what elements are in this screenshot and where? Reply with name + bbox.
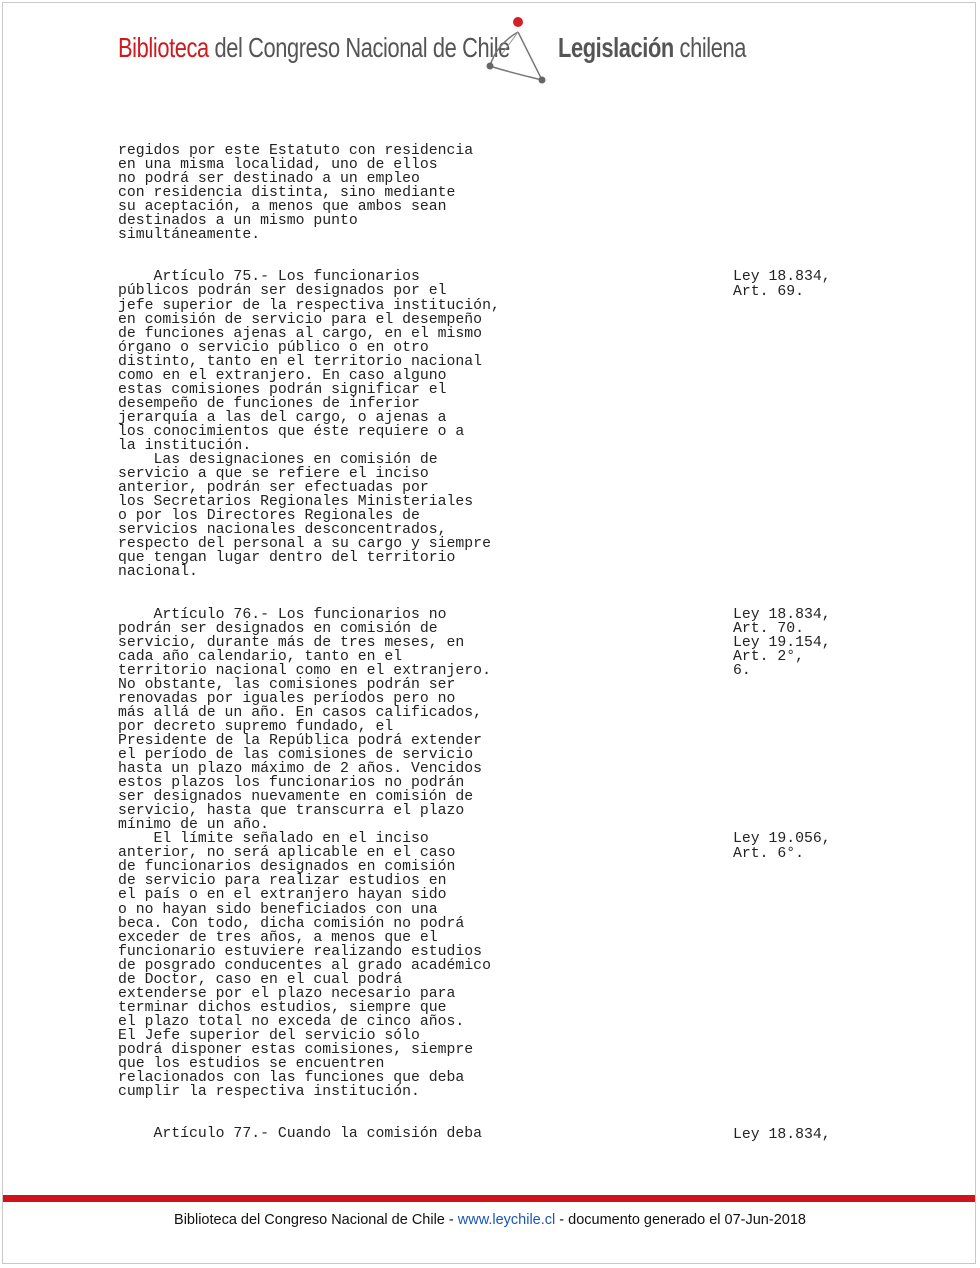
- text-line: nacional.: [118, 564, 198, 581]
- text-line: por decreto supremo fundado, el: [118, 718, 394, 735]
- text-line: más allá de un año. En casos calificados,: [118, 704, 483, 721]
- text-line: jerarquía a las del cargo, o ajenas a: [118, 409, 447, 426]
- text-line: en comisión de servicio para el desempeño: [118, 311, 483, 328]
- page-footer: [0, 1212, 980, 1228]
- text-line: podrá disponer estas comisiones, siempre: [118, 1042, 474, 1058]
- text-line: anterior, podrán ser efectuadas por: [118, 480, 429, 497]
- margin-reference: Art. 69.: [733, 283, 805, 300]
- margin-reference: Art. 6°.: [733, 845, 805, 862]
- margin-reference: Ley 19.056,: [733, 831, 831, 848]
- text-line: el plazo total no exceda de cinco años.: [118, 1013, 465, 1030]
- text-line: Las designaciones en comisión de: [118, 452, 438, 469]
- text-line: de Doctor, caso en el cual podrá: [118, 971, 403, 988]
- text-line: de servicio para realizar estudios en: [118, 873, 447, 890]
- text-line: anterior, no será aplicable en el caso: [118, 845, 456, 862]
- text-line: [118, 1113, 500, 1127]
- text-line: que tengan lugar dentro del territorio: [118, 550, 456, 567]
- brand-congreso: del Congreso Nacional de Chile: [208, 32, 510, 63]
- text-line: [118, 256, 500, 270]
- text-line: ser designados nuevamente en comisión de: [118, 789, 474, 806]
- text-line: [118, 242, 500, 256]
- text-line: jefe superior de la respectiva institución,: [118, 297, 500, 314]
- text-line: cumplir la respectiva institución.: [118, 1084, 420, 1101]
- footer-suffix: - documento generado el 07-Jun-2018: [555, 1212, 806, 1228]
- text-line: el período de las comisiones de servicio: [118, 747, 474, 764]
- footer-prefix: Biblioteca del Congreso Nacional de Chile -: [174, 1212, 458, 1228]
- text-line: como en el extranjero. En caso alguno: [118, 367, 447, 384]
- text-line: simultáneamente.: [118, 227, 261, 244]
- text-line: regidos por este Estatuto con residencia: [118, 143, 474, 159]
- text-line: relacionados con las funciones que deba: [118, 1070, 465, 1087]
- text-line: mínimo de un año.: [118, 817, 269, 834]
- text-line: de funciones ajenas al cargo, en el mismo: [118, 325, 483, 342]
- bcn-brand-name: [118, 32, 510, 64]
- text-line: servicios nacionales desconcentrados,: [118, 522, 447, 539]
- text-line: [118, 579, 500, 593]
- text-line: estas comisiones podrán significar el: [118, 381, 447, 398]
- text-line: distinto, tanto en el territorio nacional: [118, 353, 483, 370]
- margin-reference: Art. 2°,: [733, 648, 805, 665]
- brand-chilena: chilena: [673, 32, 747, 63]
- legislacion-chilena-brand: [558, 32, 746, 64]
- text-line: El Jefe superior del servicio sólo: [118, 1027, 420, 1044]
- text-line: podrán ser designados en comisión de: [118, 620, 438, 637]
- text-line: Presidente de la República podrá extender: [118, 732, 483, 749]
- text-line: hasta un plazo máximo de 2 años. Vencidos: [118, 761, 483, 778]
- text-line: El límite señalado en el inciso: [118, 831, 429, 848]
- text-line: terminar dichos estudios, siempre que: [118, 999, 447, 1016]
- bcn-logo-icon: [482, 14, 552, 92]
- margin-reference: 6.: [733, 662, 751, 679]
- margin-reference: Art. 70.: [733, 620, 805, 637]
- text-line: destinados a un mismo punto: [118, 213, 358, 230]
- text-line: su aceptación, a menos que ambos sean: [118, 199, 447, 216]
- margin-reference: Ley 19.154,: [733, 634, 831, 651]
- text-line: desempeño de funciones de inferior: [118, 395, 420, 412]
- text-line: estos plazos los funcionarios no podrán: [118, 775, 465, 792]
- text-line: cada año calendario, tanto en el: [118, 648, 403, 665]
- statute-text: [118, 144, 500, 1141]
- margin-reference: Ley 18.834,: [733, 1126, 831, 1143]
- margin-reference: Ley 18.834,: [733, 269, 831, 286]
- text-line: servicio, durante más de tres meses, en: [118, 634, 465, 651]
- text-line: exceder de tres años, a menos que el: [118, 929, 438, 946]
- text-line: servicio, hasta que transcurra el plazo: [118, 803, 465, 820]
- text-line: territorio nacional como en el extranjero.: [118, 662, 491, 679]
- leychile-link[interactable]: www.leychile.cl: [457, 1212, 556, 1228]
- text-line: Artículo 75.- Los funcionarios: [118, 269, 420, 286]
- text-line: [118, 594, 500, 608]
- text-line: en una misma localidad, uno de ellos: [118, 157, 438, 174]
- text-line: No obstante, las comisiones podrán ser: [118, 676, 456, 693]
- text-line: los conocimientos que éste requiere o a: [118, 423, 465, 440]
- text-line: respecto del personal a su cargo y siempre: [118, 536, 491, 553]
- text-line: de posgrado conducentes al grado académico: [118, 957, 491, 974]
- text-line: funcionario estuviere realizando estudios: [118, 943, 483, 960]
- brand-biblioteca: Biblioteca: [118, 32, 209, 63]
- text-line: órgano o servicio público o en otro: [118, 339, 429, 356]
- text-line: que los estudios se encuentren: [118, 1056, 385, 1073]
- text-line: renovadas por iguales períodos pero no: [118, 690, 456, 707]
- text-line: extenderse por el plazo necesario para: [118, 985, 456, 1002]
- brand-legislacion: Legislación: [558, 32, 674, 63]
- text-line: con residencia distinta, sino mediante: [118, 185, 456, 202]
- text-line: Artículo 76.- Los funcionarios no: [118, 606, 447, 623]
- text-line: la institución.: [118, 437, 252, 454]
- text-line: públicos podrán ser designados por el: [118, 283, 447, 300]
- text-line: o no hayan sido beneficiados con una: [118, 901, 438, 918]
- text-line: de funcionarios designados en comisión: [118, 859, 456, 876]
- text-line: no podrá ser destinado a un empleo: [118, 171, 420, 188]
- text-line: beca. Con todo, dicha comisión no podrá: [118, 915, 465, 932]
- text-line: el país o en el extranjero hayan sido: [118, 887, 447, 904]
- text-line: los Secretarios Regionales Ministeriales: [118, 494, 474, 511]
- text-line: servicio a que se refiere el inciso: [118, 466, 429, 483]
- text-line: [118, 1099, 500, 1113]
- text-line: o por los Directores Regionales de: [118, 508, 420, 525]
- footer-red-bar: [3, 1195, 975, 1202]
- margin-reference: Ley 18.834,: [733, 606, 831, 623]
- text-line: Artículo 77.- Cuando la comisión deba: [118, 1126, 483, 1143]
